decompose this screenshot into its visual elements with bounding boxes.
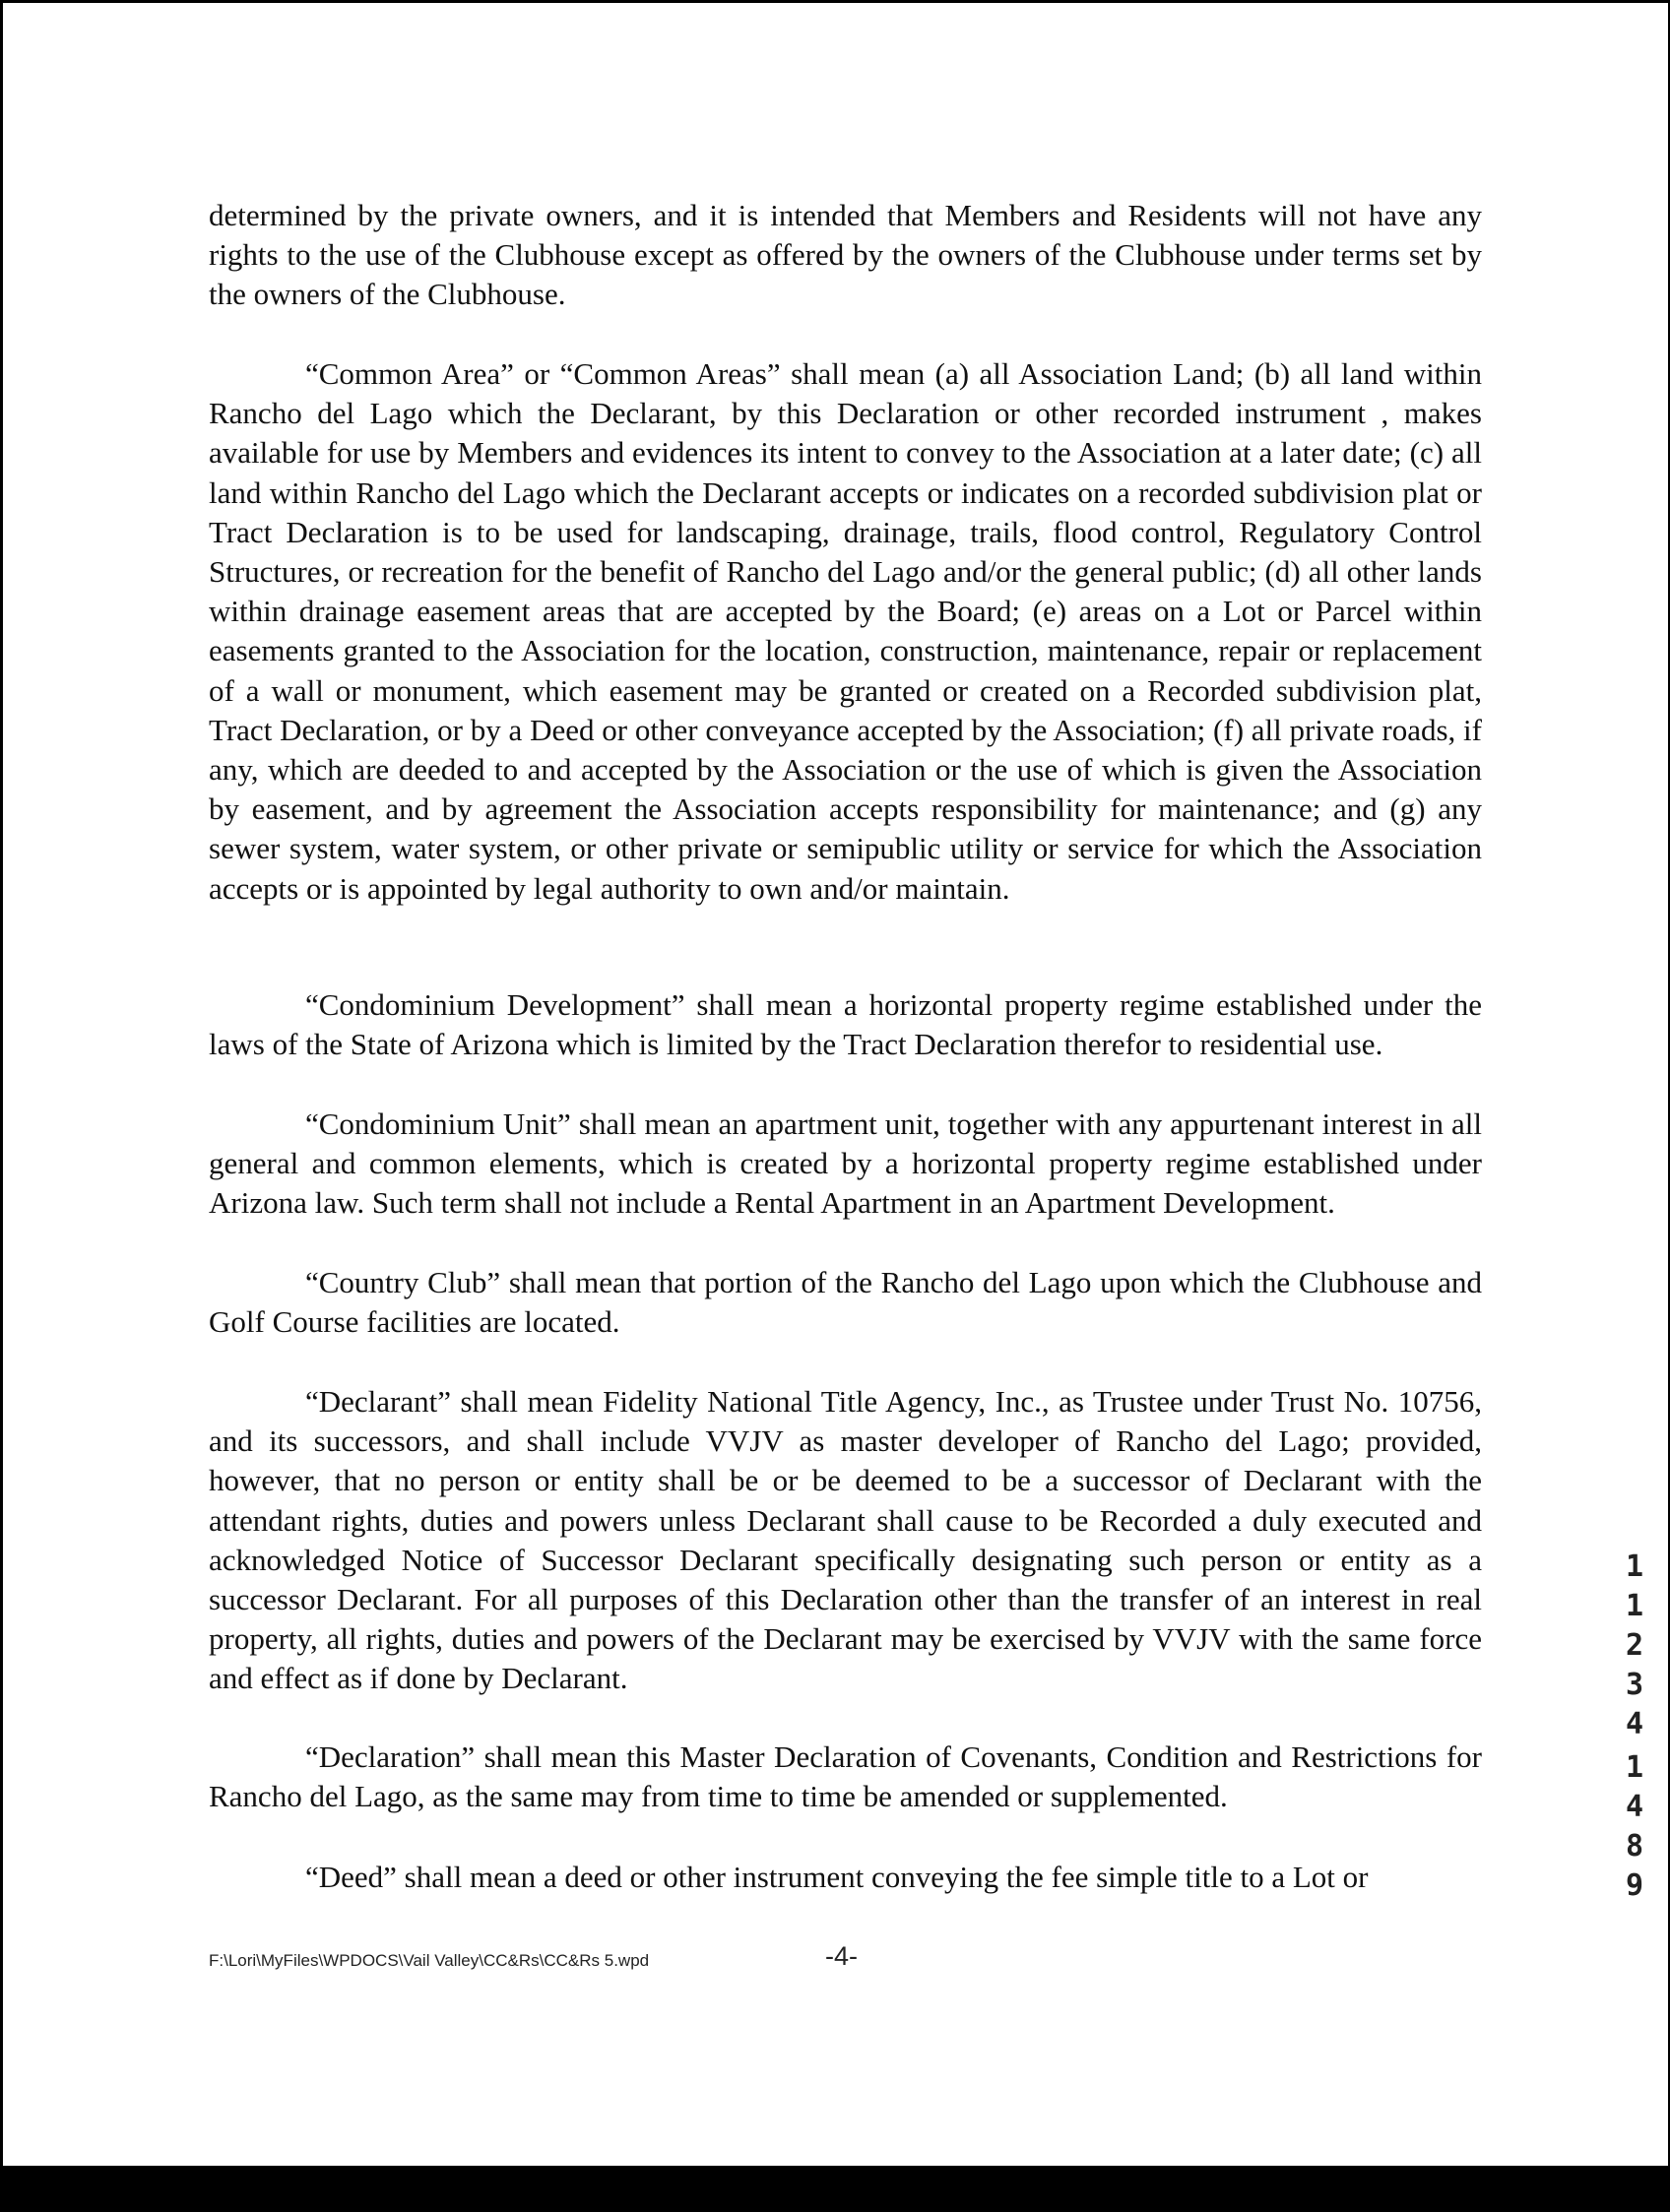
scan-border-bottom	[0, 2166, 1670, 2212]
paragraph-text: “Common Area” or “Common Areas” shall mean (a) all Association Land; (b) all land within Rancho del Lago which the Declarant, by this Declaration or other recorded instrument , makes available for use by Members and evidences its intent to convey to the Association at a later date; (c) all land within Rancho del Lago which the Declarant accepts or indicates on a recorded subdivision plat or Tract Declaration is to be used for landscaping, drainage, trails, flood control, Regulatory Control Structures, or recreation for the benefit of Rancho del Lago and/or the general public; (d) all other lands within drainage easement areas that are accepted by the Board; (e) areas on a Lot or Parcel within easements granted to the Association for the location, construction, maintenance, repair or replacement of a wall or monument, which easement may be granted or created on a Recorded subdivision plat, Tract Declaration, or by a Deed or other conveyance accepted by the Association; (f) all private roads, if any, which are deeded to and accepted by the Association or the use of which is given the Association by easement, and by agreement the Association accepts responsibility for maintenance; and (g) any sewer system, water system, or other private or semipublic utility or service for which the Association accepts or is appointed by legal authority to own and/or maintain.	[209, 356, 1482, 906]
page-number: -4-	[825, 1941, 858, 1971]
paragraph-condominium-unit	[209, 1105, 1482, 1224]
paragraph-text: “Condominium Development” shall mean a horizontal property regime established under the laws of the State of Arizona which is limited by the Tract Declaration therefor to residential use.	[209, 987, 1482, 1062]
paragraph-common-area	[209, 354, 1482, 909]
stamp-digit: 1	[1625, 1750, 1644, 1785]
paragraph-condominium-development	[209, 985, 1482, 1064]
paragraph-declaration	[209, 1738, 1482, 1816]
paragraph-text: determined by the private owners, and it is intended that Members and Residents will not have any rights to the use of the Clubhouse except as offered by the owners of the Clubhouse under terms set by the owners of the Clubhouse.	[209, 198, 1482, 312]
stamp-digit: 4	[1625, 1707, 1644, 1741]
paragraph-text: “Deed” shall mean a deed or other instrument conveying the fee simple title to a Lot or	[305, 1860, 1369, 1894]
paragraph-country-club	[209, 1263, 1482, 1342]
paragraph-text: “Declarant” shall mean Fidelity National Title Agency, Inc., as Trustee under Trust No. 10756, and its successors, and shall include VVJV as master developer of Rancho del Lago; provided, however, that no person or entity shall be or be deemed to be a successor of Declarant with the attendant rights, duties and powers unless Declarant shall cause to be Recorded a duly executed and acknowledged Notice of Successor Declarant specifically designating such person or entity as a successor Declarant. For all purposes of this Declaration other than the transfer of an interest in real property, all rights, duties and powers of the Declarant may be exercised by VVJV with the same force and effect as if done by Declarant.	[209, 1384, 1482, 1696]
recording-stamp-page	[1620, 1748, 1649, 1906]
stamp-digit: 9	[1625, 1868, 1644, 1903]
paragraph-declarant	[209, 1382, 1482, 1699]
stamp-digit: 3	[1625, 1668, 1644, 1702]
scan-border-left	[0, 0, 3, 2166]
stamp-digit: 2	[1625, 1628, 1644, 1663]
paragraph-clubhouse-continued	[209, 196, 1482, 315]
paragraph-text: “Declaration” shall mean this Master Declaration of Covenants, Condition and Restrictions for Rancho del Lago, as the same may from time to time be amended or supplemented.	[209, 1739, 1482, 1814]
recording-stamp-docket	[1620, 1548, 1649, 1744]
stamp-digit: 1	[1625, 1589, 1644, 1623]
paragraph-text: “Country Club” shall mean that portion of the Rancho del Lago upon which the Clubhouse and Golf Course facilities are located.	[209, 1265, 1482, 1340]
stamp-digit: 4	[1625, 1790, 1644, 1824]
stamp-digit: 8	[1625, 1829, 1644, 1864]
stamp-digit: 1	[1625, 1549, 1644, 1584]
scan-border-top	[0, 0, 1670, 3]
paragraph-text: “Condominium Unit” shall mean an apartment unit, together with any appurtenant interest in all general and common elements, which is created by a horizontal property regime established under Arizona law. Such term shall not include a Rental Apartment in an Apartment Development.	[209, 1106, 1482, 1221]
paragraph-deed	[209, 1858, 1482, 1897]
footer-file-path: F:\Lori\MyFiles\WPDOCS\Vail Valley\CC&Rs\CC&Rs 5.wpd	[209, 1951, 650, 1970]
